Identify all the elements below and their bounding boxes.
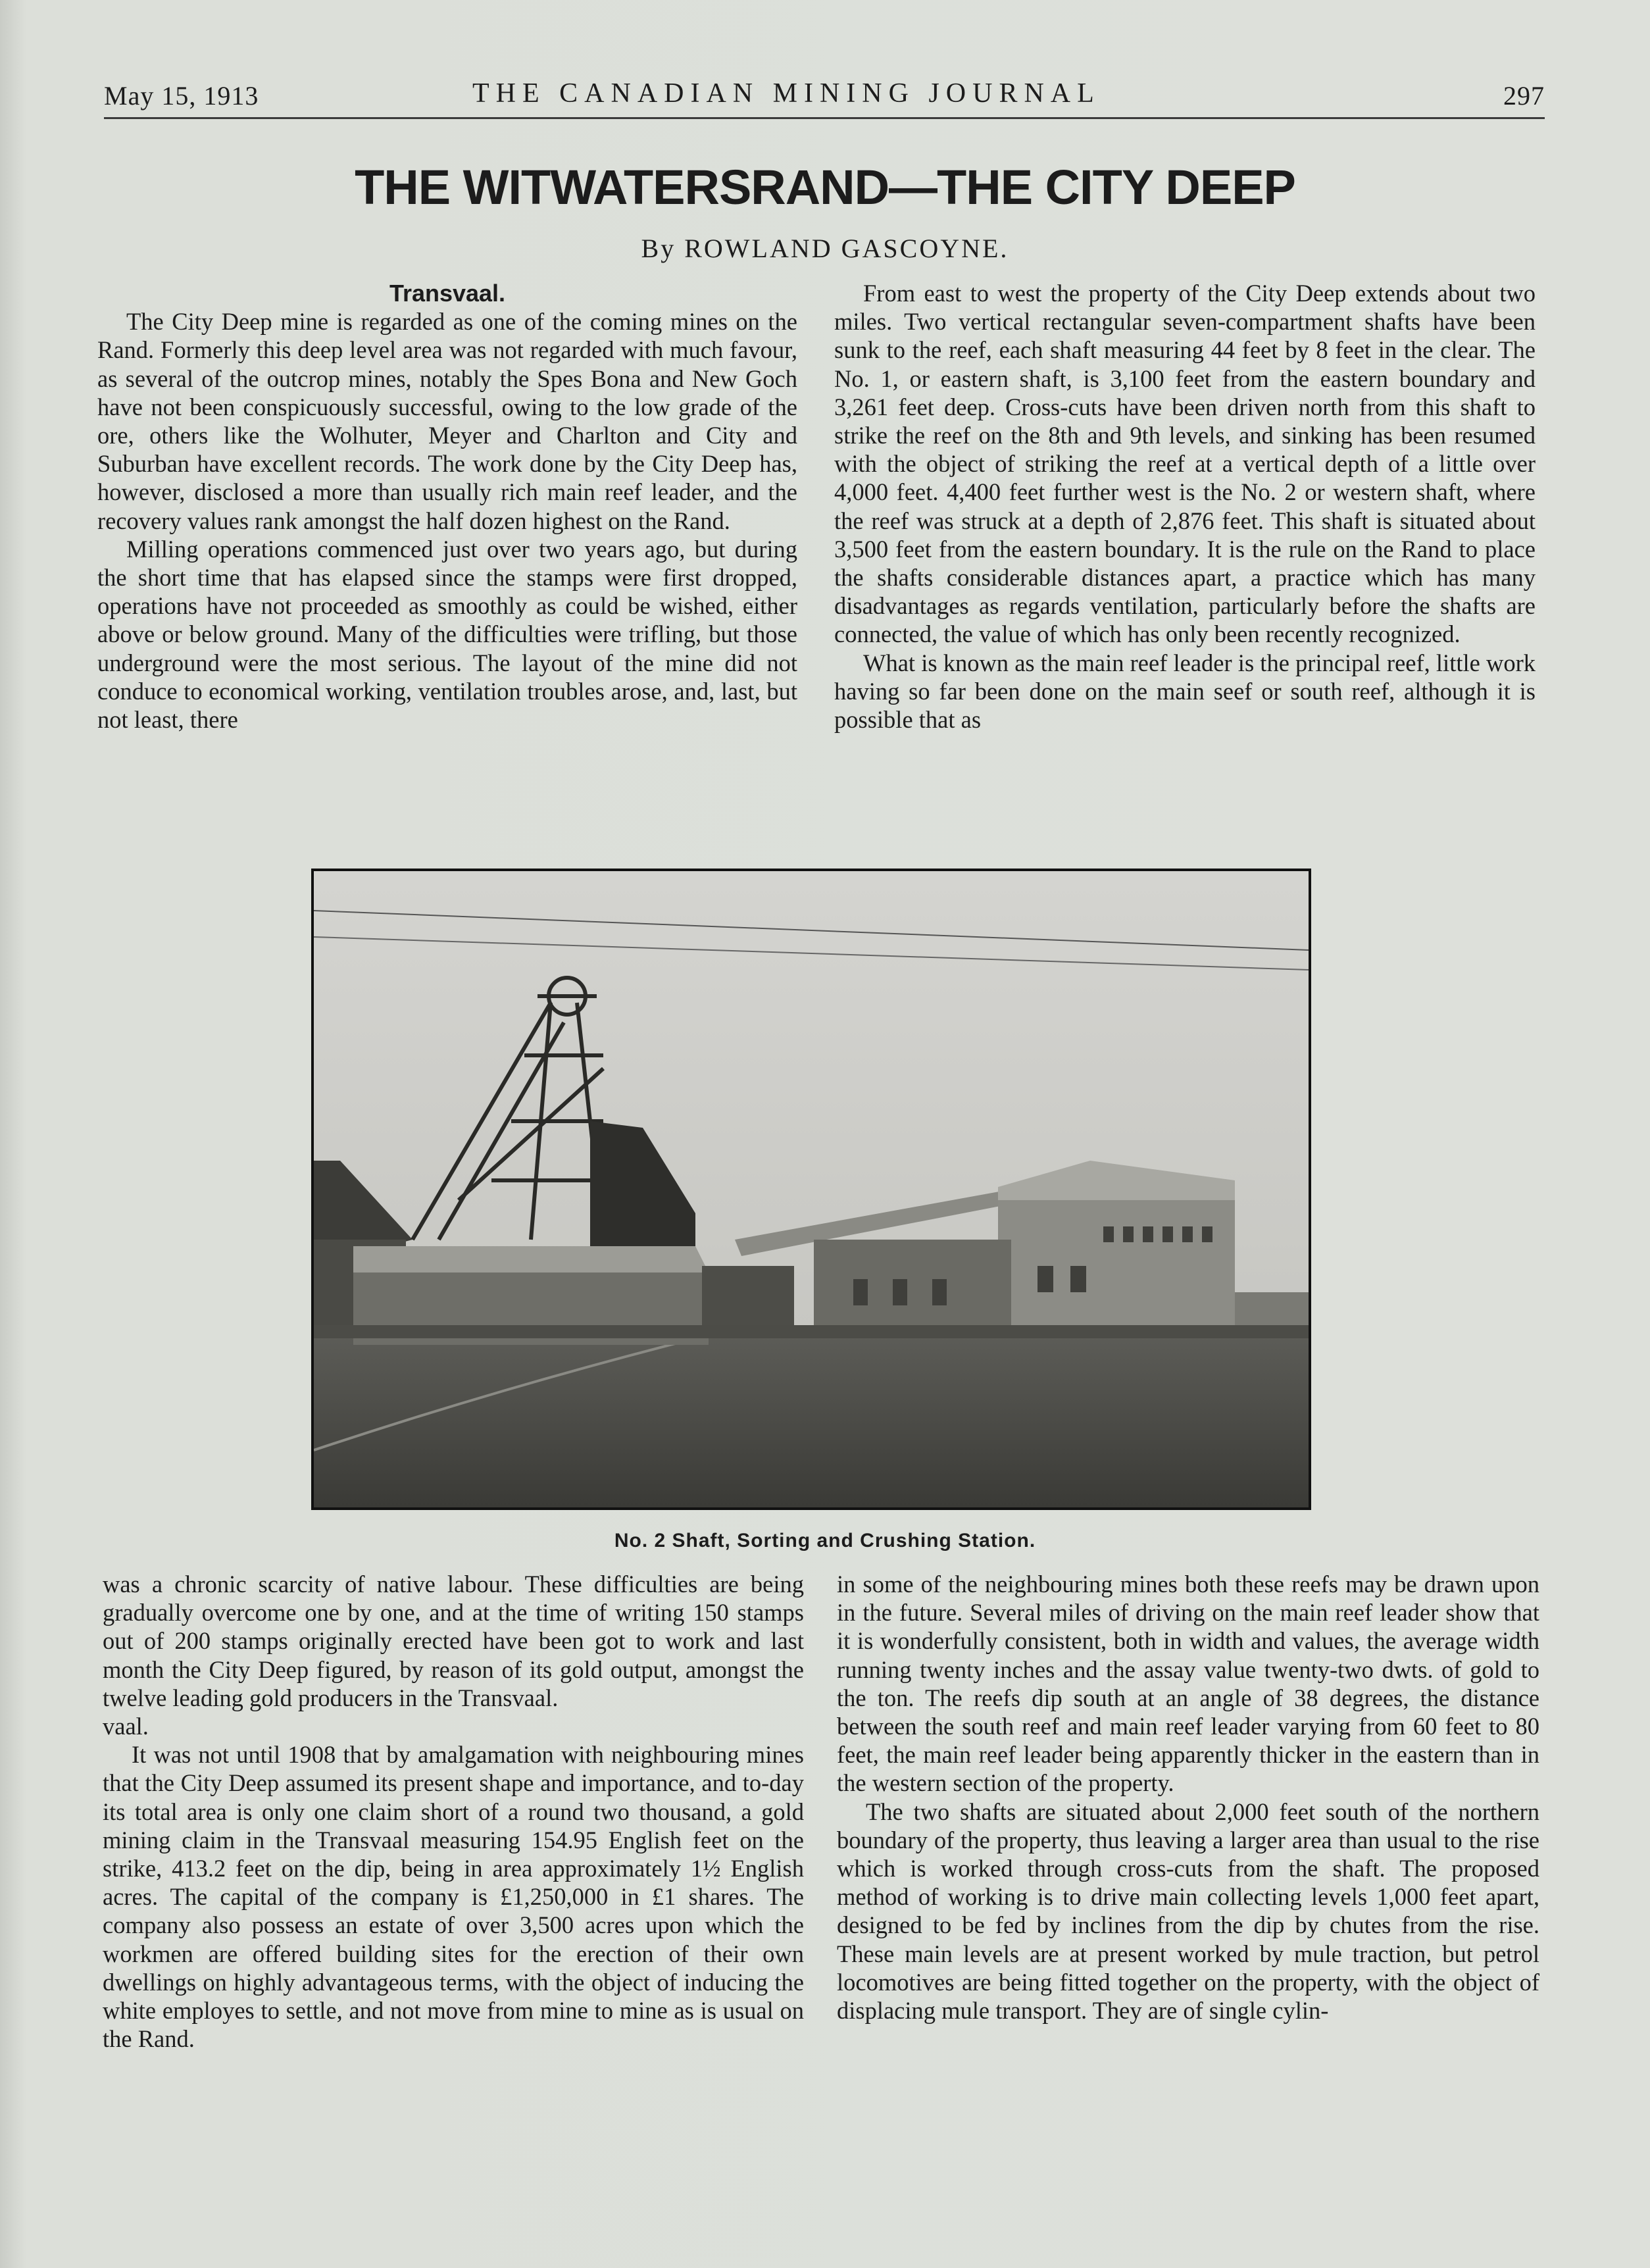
paragraph: From east to west the property of the City Deep extends about two miles. Two vertical rectangular seven-compartment shafts have been sunk to the reef, each shaft measuring 44 feet by 8 feet in the clear. The No. 1, or eastern shaft, is 3,100 feet from the eastern boundary and 3,261 feet deep. Cross-cuts have been driven north from this shaft to strike the reef on the 8th and 9th levels, and sinking has been resumed with the object of striking the reef at a vertical depth of a little over 4,000 feet. 4,400 feet further west is the No. 2 or western shaft, where the reef was struck at a depth of 2,876 feet. This shaft is situated about 3,500 feet from the eastern boundary. It is the rule on the Rand to place the shafts considerable distances apart, a practice which has many disadvantages as regards ventilation, particularly before the shafts are connected, the value of which has only been recently recognized. [834, 280, 1536, 648]
paragraph: in some of the neighbouring mines both these reefs may be drawn upon in the future. Several miles of driving on the main reef leader show that it is wonderfully consistent, both in width and values, the average width running twenty inches and the assay value twenty-two dwts. of gold to the ton. The reefs dip south at an angle of 38 degrees, the distance between the south reef and main reef leader varying from 60 feet to 80 feet, the main reef leader being apparently thicker in the eastern than in the western section of the property. [837, 1571, 1539, 1797]
mine-photo-image [314, 871, 1309, 1507]
mine-photograph [311, 869, 1311, 1510]
paragraph: It was not until 1908 that by amalgamation with neighbouring mines that the City Deep assumed its present shape and importance, and to-day its total area is only one claim short of a round two thousand, a gold mining claim in the Transvaal measuring 154.95 English feet on the strike, 413.2 feet on the dip, being in area approximately 1½ English acres. The capital of the company is £1,250,000 in £1 shares. The company also possess an estate of over 3,500 acres upon which the workmen are offered building sites for the erection of their own dwellings on highly advantageous terms, with the object of inducing the white employes to settle, and not move from mine to mine as is usual on the Rand. [103, 1741, 804, 2053]
column-right-top [834, 279, 1536, 734]
column-right-bottom [837, 1570, 1539, 2025]
paragraph: vaal. [103, 1713, 149, 1740]
paragraph: What is known as the main reef leader is the principal reef, little work having so far been done on the main seef or south reef, although it is possible that as [834, 649, 1536, 734]
header-rule [104, 117, 1545, 119]
paragraph: was a chronic scarcity of native labour. These difficulties are being gradually overcome one by one, and at the time of writing 150 stamps out of 200 stamps originally erected have been got to work and last month the City Deep figured, by reason of its gold output, amongst the twelve leading gold producers in the Transvaal. [103, 1571, 804, 1711]
column-left-bottom [103, 1570, 804, 2053]
article-byline: By ROWLAND GASCOYNE. [641, 234, 1009, 263]
photo-caption: No. 2 Shaft, Sorting and Crushing Station. [614, 1530, 1036, 1551]
section-subhead: Transvaal. [389, 280, 506, 307]
paragraph: The two shafts are situated about 2,000 feet south of the northern boundary of the property, thus leaving a larger area than usual to the rise which is worked through cross-cuts from the shaft. The proposed method of working is to drive main collecting levels 1,000 feet apart, designed to be fed by inclines from the dip by chutes from the rise. These main levels are at present worked by mule traction, but petrol locomotives are being fitted together on the property, with the object of displacing mule transport. They are of single cylin- [837, 1798, 1539, 2025]
column-left-top [97, 279, 797, 734]
paragraph: Milling operations commenced just over two years ago, but during the short time that has elapsed since the stamps were first dropped, operations have not proceeded as smoothly as could be wished, either above or below ground. Many of the difficulties were trifling, but those underground were the most serious. The layout of the mine did not conduce to economical working, ventilation troubles arose, and, last, but not least, there [97, 535, 797, 734]
article-title: THE WITWATERSRAND—THE CITY DEEP [355, 160, 1295, 214]
journal-name: THE CANADIAN MINING JOURNAL [472, 78, 1101, 109]
running-header [104, 78, 1545, 117]
page-number: 297 [1503, 81, 1545, 111]
issue-date: May 15, 1913 [104, 81, 259, 111]
paragraph: The City Deep mine is regarded as one of the coming mines on the Rand. Formerly this deep level area was not regarded with much favour, as several of the outcrop mines, notably the Spes Bona and New Goch have not been conspicuously successful, owing to the low grade of the ore, others like the Wolhuter, Meyer and Charlton and City and Suburban have excellent records. The work done by the City Deep has, however, disclosed a more than usually rich main reef leader, and the recovery values rank amongst the half dozen highest on the Rand. [97, 308, 797, 534]
